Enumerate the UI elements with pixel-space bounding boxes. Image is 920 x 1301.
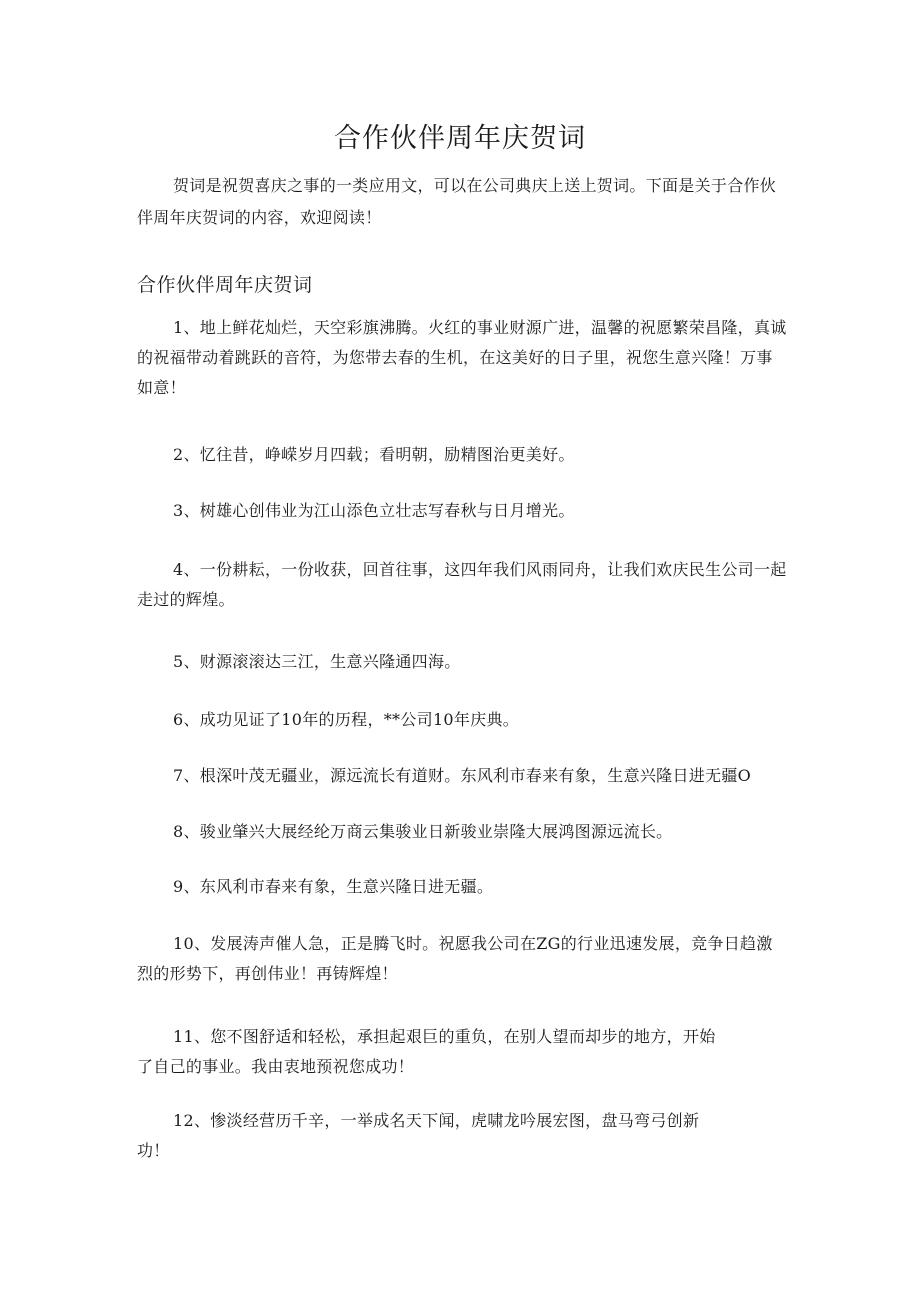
- list-item: 7、根深叶茂无疆业，源远流长有道财。东风利市春来有象，生意兴隆日进无疆O: [173, 766, 752, 785]
- list-item: 10、发展涛声催人急，正是腾飞时。祝愿我公司在ZG的行业迅速发展，竞争日趋激烈的形势下，再创伟业！再铸辉煌！: [137, 934, 773, 983]
- list-item: 8、骏业肇兴大展经纶万商云集骏业日新骏业崇隆大展鸿图源远流长。: [173, 822, 673, 841]
- list-item: 11、您不图舒适和轻松，承担起艰巨的重负，在别人望而却步的地方，开始了自己的事业。我由衷地预祝您成功！: [137, 1027, 716, 1076]
- list-item: 3、树雄心创伟业为江山添色立壮志写春秋与日月增光。: [173, 501, 575, 520]
- document-title: 合作伙伴周年庆贺词: [334, 123, 586, 154]
- section-subtitle: 合作伙伴周年庆贺词: [137, 274, 313, 296]
- list-item: 5、财源滚滚达三江，生意兴隆通四海。: [173, 652, 461, 671]
- list-item: 1、地上鲜花灿烂，天空彩旗沸腾。火红的事业财源广进，温馨的祝愿繁荣昌隆，真诚的祝福带动着跳跃的音符，为您带去春的生机，在这美好的日子里，祝您生意兴隆！万事如意！: [137, 318, 787, 397]
- list-item: 6、成功见证了10年的历程，**公司10年庆典。: [173, 710, 520, 729]
- list-item: 4、一份耕耘，一份收获，回首往事，这四年我们风雨同舟，让我们欢庆民生公司一起走过的辉煌。: [137, 560, 787, 609]
- list-item: 9、东风利市春来有象，生意兴隆日进无疆。: [173, 877, 494, 896]
- list-item: 12、惨淡经营历千辛，一举成名天下闻，虎啸龙吟展宏图，盘马弯弓创新功！: [137, 1111, 700, 1160]
- intro-paragraph: 贺词是祝贺喜庆之事的一类应用文，可以在公司典庆上送上贺词。下面是关于合作伙伴周年庆贺词的内容，欢迎阅读！: [137, 176, 777, 227]
- list-item: 2、忆往昔，峥嵘岁月四载；看明朝，励精图治更美好。: [173, 445, 575, 464]
